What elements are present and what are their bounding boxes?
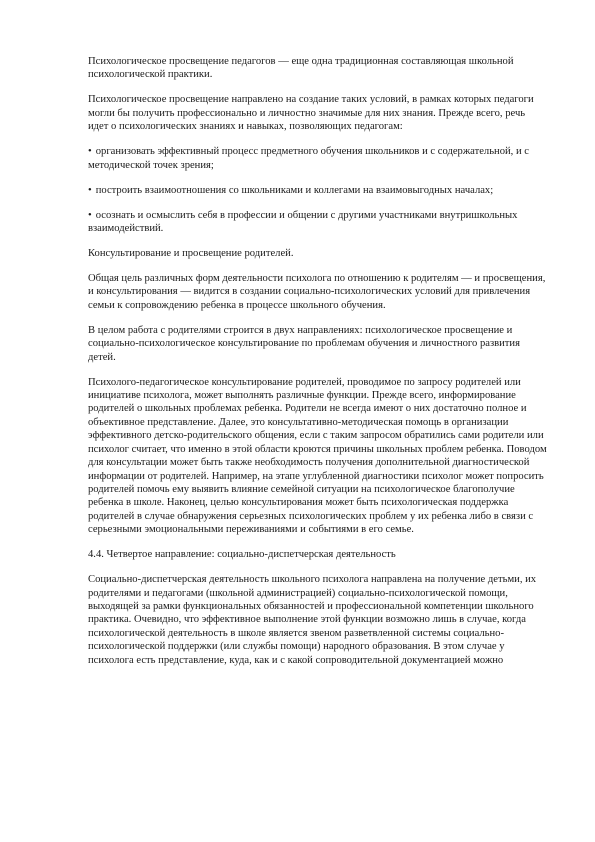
paragraph: Психологическое просвещение педагогов — еще одна традиционная составляющая школьной психологической практики. bbox=[88, 56, 514, 81]
bullet-list-item bbox=[88, 209, 548, 236]
bullet-list-item bbox=[88, 184, 548, 197]
paragraph: Социально-диспетчерская деятельность школьного психолога направлена на получение детьми, их родителями и педагогами (школьной администрацией) социально-психологической помощи, выходящей за рамки функциональных обязанностей и профессиональной компетенции школьного практика. Очевидно, что эффективное выполнение этой функции возможно лишь в случае, когда психологической деятельность в школе является звеном разветвленной системы социально-психологической поддержки (или службы помощи) народного образования. В этом случае у психолога есть представление, куда, как и с какой сопроводительной документацией можно bbox=[88, 574, 537, 666]
bullet-marker: • bbox=[88, 184, 92, 196]
bullet-marker: • bbox=[88, 146, 92, 158]
bullet-text: построить взаимоотношения со школьниками и коллегами на взаимовыгодных началах; bbox=[95, 184, 494, 196]
document-body bbox=[88, 55, 548, 679]
paragraph: Общая цель различных форм деятельности психолога по отношению к родителям — и просвещения, и консультирования — видится в создании социально-психологических условий для привлечения семьи к сопровождению ребенка в процессе школьного обучения. bbox=[88, 273, 546, 311]
bullet-list-item bbox=[88, 145, 548, 172]
section-heading-4-4: 4.4. Четвертое направление: социально-диспетчерская деятельность bbox=[88, 549, 396, 561]
paragraph: Психологическое просвещение направлено на создание таких условий, в рамках которых педагоги могли бы получить профессионально и личностно значимые для них знания. Прежде всего, речь идет о психологических знаниях и навыках, позволяющих педагогам: bbox=[88, 94, 534, 133]
paragraph: В целом работа с родителями строится в двух направлениях: психологическое просвещение и социально-психологическое консультирование по проблемам обучения и личностного развития детей. bbox=[88, 324, 520, 363]
bullet-text: осознать и осмыслить себя в профессии и общении с другими участниками внутришкольных взаимодействий. bbox=[88, 209, 518, 235]
bullet-marker: • bbox=[88, 209, 92, 221]
section-heading-parents: Консультирование и просвещение родителей. bbox=[88, 248, 294, 260]
bullet-text: организовать эффективный процесс предметного обучения школьников и с содержательной, и с методической точек зрения; bbox=[88, 146, 529, 171]
paragraph: Психолого-педагогическое консультирование родителей, проводимое по запросу родителей или инициативе психолога, может выполнять различные функции. Прежде всего, информирование родителей о школьных проблемах ребенка. Родители не всегда имеют о них достаточно полное и объективное представление. Далее, это консультативно-методическая помощь в организации эффективного детско-родительского общения, если с таким запросом обратились сами родители или психолог считает, что именно в этой области кроются причины школьных проблем ребенка. Поводом для консультации может быть также необходимость получения дополнительной диагностической информации от родителей. Например, на этапе углубленной диагностики психолог может попросить родителей помочь ему выявить влияние семейной ситуации на психологическое благополучие ребенка в школе. Наконец, целью консультирования может быть психологическая поддержка родителей в случае обнаружения серьезных психологических проблем у их ребенка либо в связи с серьезными эмоциональными переживаниями и событиями в его семье. bbox=[88, 376, 547, 536]
